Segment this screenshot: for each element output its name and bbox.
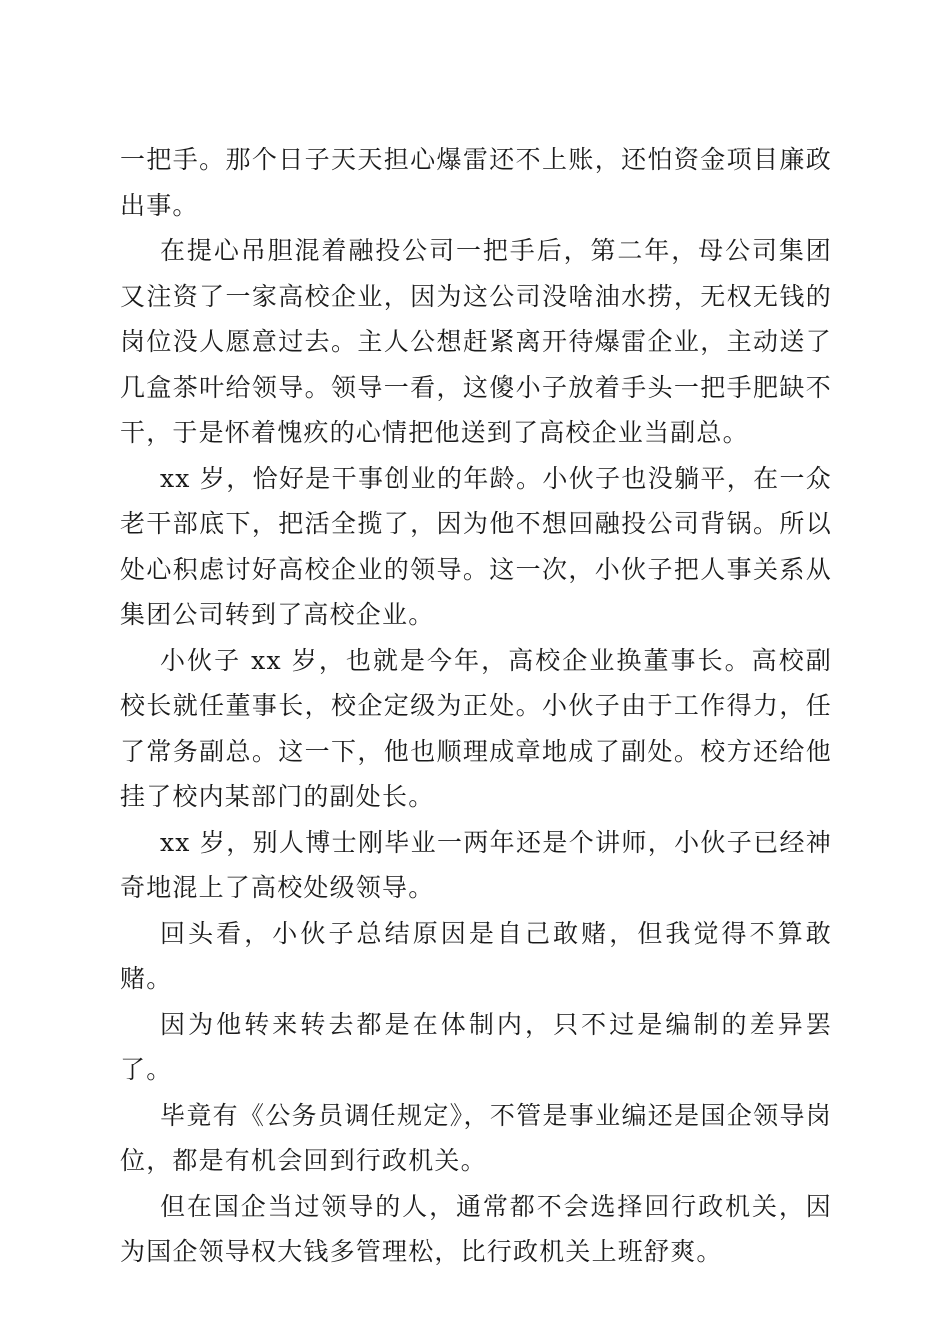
paragraph-4: 小伙子 xx 岁，也就是今年，高校企业换董事长。高校副校长就任董事长，校企定级为正处。小伙子由于工作得力，任了常务副总。这一下，他也顺理成章地成了副处。校方还给他挂了校内某部门的副处长。 bbox=[120, 645, 832, 811]
paragraph-5: xx 岁，别人博士刚毕业一两年还是个讲师，小伙子已经神奇地混上了高校处级领导。 bbox=[120, 827, 832, 902]
paragraph-3: xx 岁，恰好是干事创业的年龄。小伙子也没躺平，在一众老干部底下，把活全揽了，因为他不想回融投公司背锅。所以处心积虑讨好高校企业的领导。这一次，小伙子把人事关系从集团公司转到了高校企业。 bbox=[120, 463, 832, 629]
paragraph-8: 毕竟有《公务员调任规定》，不管是事业编还是国企领导岗位，都是有机会回到行政机关。 bbox=[120, 1100, 832, 1175]
paragraph-7: 因为他转来转去都是在体制内，只不过是编制的差异罢了。 bbox=[120, 1009, 832, 1084]
document-body bbox=[120, 137, 832, 1275]
paragraph-6: 回头看，小伙子总结原因是自己敢赌，但我觉得不算敢赌。 bbox=[120, 918, 832, 993]
paragraph-1: 一把手。那个日子天天担心爆雷还不上账，还怕资金项目廉政出事。 bbox=[120, 145, 832, 220]
paragraph-9: 但在国企当过领导的人，通常都不会选择回行政机关，因为国企领导权大钱多管理松，比行政机关上班舒爽。 bbox=[120, 1191, 832, 1266]
paragraph-2: 在提心吊胆混着融投公司一把手后，第二年，母公司集团又注资了一家高校企业，因为这公司没啥油水捞，无权无钱的岗位没人愿意过去。主人公想赶紧离开待爆雷企业，主动送了几盒茶叶给领导。领导一看，这傻小子放着手头一把手肥缺不干，于是怀着愧疚的心情把他送到了高校企业当副总。 bbox=[120, 236, 832, 447]
